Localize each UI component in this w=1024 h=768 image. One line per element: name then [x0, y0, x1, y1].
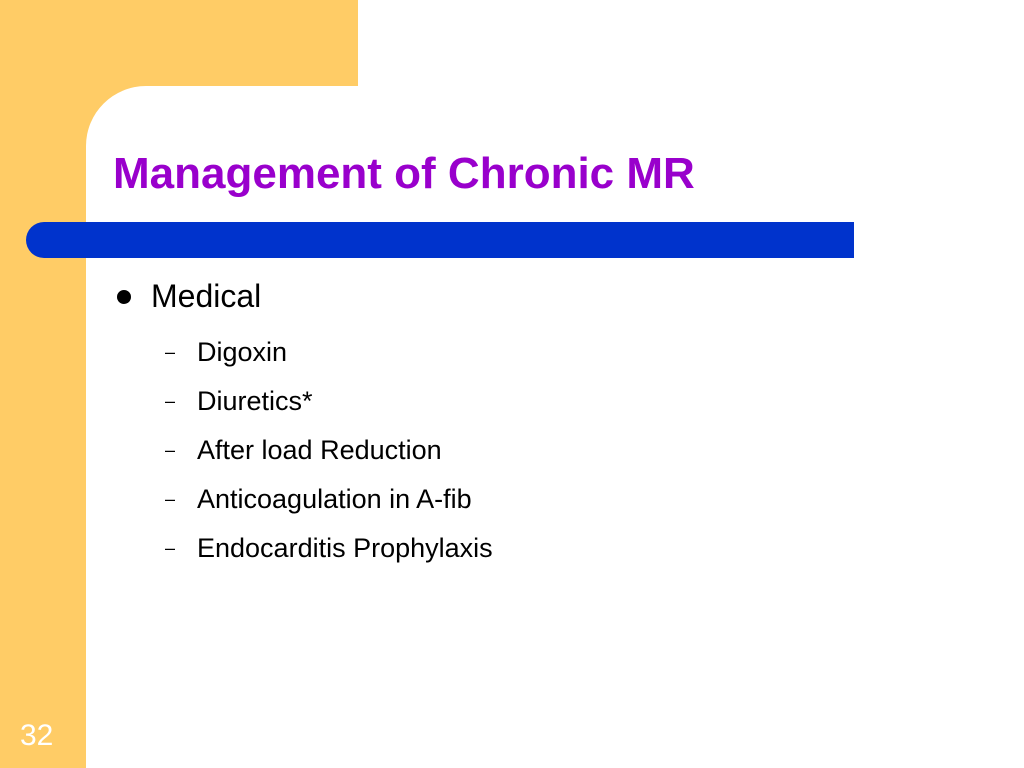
sub-bullet-item: [113, 377, 913, 426]
bullet-text: Medical: [151, 278, 262, 314]
dash-icon: –: [165, 489, 176, 509]
bullet-dot-icon: [117, 290, 131, 304]
frame-left-band: [0, 0, 86, 768]
sub-bullet-item: [113, 328, 913, 377]
sub-bullet-text: Endocarditis Prophylaxis: [197, 533, 493, 563]
slide-number: 32: [20, 719, 54, 752]
slide-title: Management of Chronic MR: [113, 149, 695, 198]
dash-icon: –: [165, 440, 176, 460]
sub-bullet-item: [113, 426, 913, 475]
sub-bullet-item: [113, 524, 913, 573]
sub-bullet-text: Anticoagulation in A-fib: [197, 484, 472, 514]
dash-icon: –: [165, 342, 176, 362]
title-underline-bar: [26, 222, 854, 258]
bullet-item-medical: [113, 274, 913, 318]
sub-bullet-item: [113, 475, 913, 524]
sub-bullet-text: Diuretics*: [197, 386, 313, 416]
sub-bullet-text: After load Reduction: [197, 435, 442, 465]
dash-icon: –: [165, 538, 176, 558]
bullet-list: [113, 274, 913, 573]
sub-bullet-text: Digoxin: [197, 337, 288, 367]
dash-icon: –: [165, 391, 176, 411]
sub-bullet-list: [113, 328, 913, 573]
